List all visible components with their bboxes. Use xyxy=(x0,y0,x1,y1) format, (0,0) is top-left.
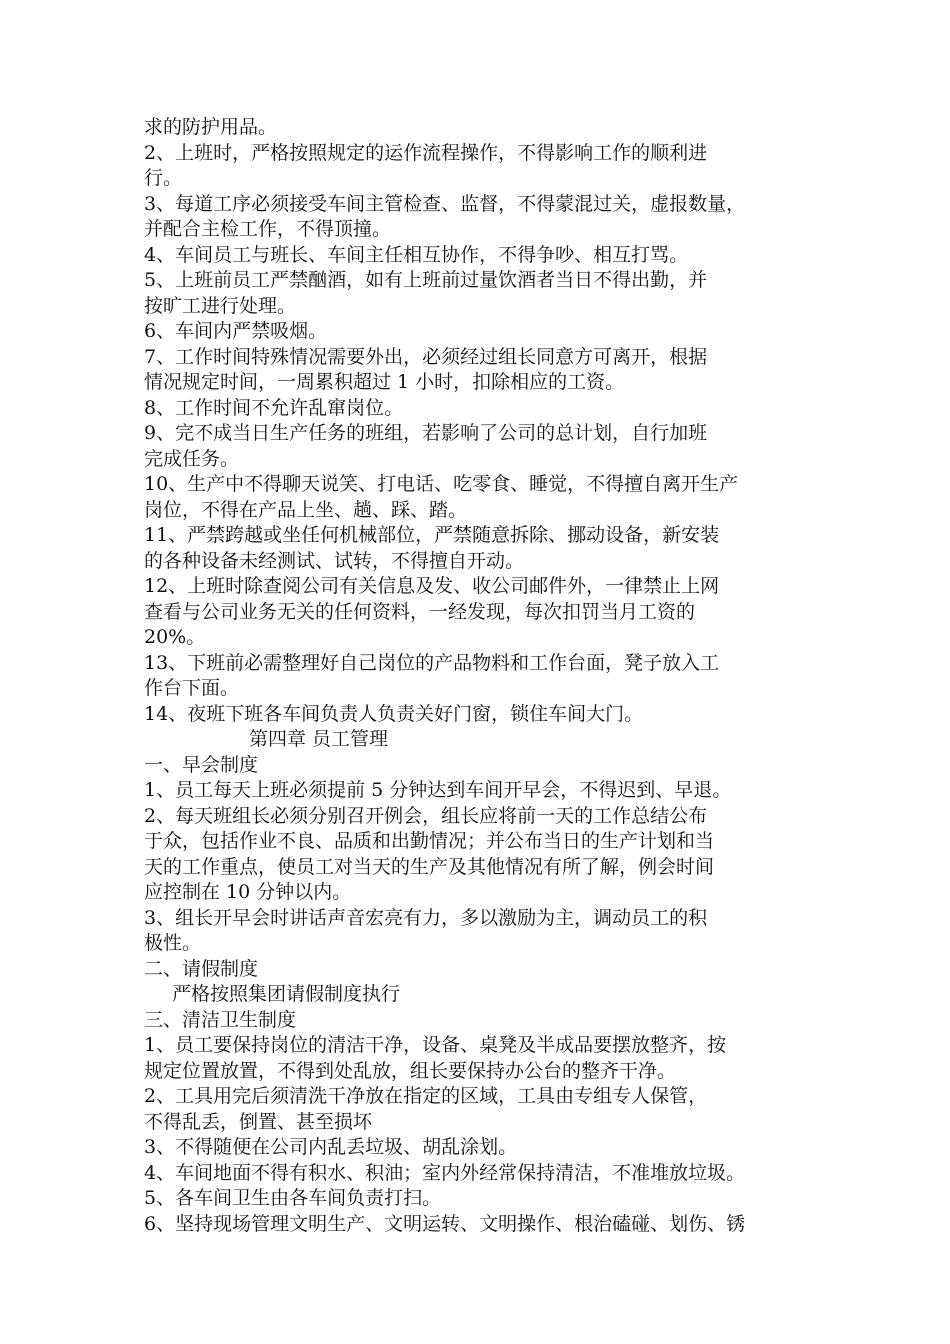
text-line: 2、上班时，严格按照规定的运作流程操作，不得影响工作的顺利进 xyxy=(144,141,708,164)
text-line: 行。 xyxy=(144,167,183,189)
text-line: 的各种设备未经测试、试转，不得擅自开动。 xyxy=(144,549,525,572)
text-line: 8、工作时间不允许乱窜岗位。 xyxy=(144,396,404,419)
text-line: 按旷工进行处理。 xyxy=(144,294,297,317)
chapter-heading: 第四章 员工管理 xyxy=(249,728,389,750)
text-line: 作台下面。 xyxy=(144,677,240,699)
text-line: 极性。 xyxy=(144,932,202,954)
text-line: 11、严禁跨越或坐任何机械部位，严禁随意拆除、挪动设备，新安装 xyxy=(144,524,720,546)
text-line: 7、工作时间特殊情况需要外出，必须经过组长同意方可离开，根据 xyxy=(144,345,708,368)
text-line: 14、夜班下班各车间负责人负责关好门窗，锁住车间大门。 xyxy=(144,702,644,725)
text-line: 求的防护用品。 xyxy=(144,116,278,138)
text-line: 4、车间员工与班长、车间主任相互协作，不得争吵、相互打骂。 xyxy=(144,243,689,266)
text-line: 2、工具用完后须清洗干净放在指定的区域，工具由专组专人保管， xyxy=(144,1085,708,1107)
text-line: 10、生产中不得聊天说笑、打电话、吃零食、睡觉，不得擅自离开生产 xyxy=(144,473,739,495)
text-line: 20%。 xyxy=(144,626,206,648)
text-line: 规定位置放置，不得到处乱放，组长要保持办公台的整齐干净。 xyxy=(144,1059,677,1082)
text-line: 于众，包括作业不良、品质和出勤情况；并公布当日的生产计划和当 xyxy=(144,830,715,852)
text-line: 4、车间地面不得有积水、积油；室内外经常保持清洁，不准堆放垃圾。 xyxy=(144,1161,746,1184)
text-line: 应控制在 10 分钟以内。 xyxy=(144,881,352,903)
text-line: 严格按照集团请假制度执行 xyxy=(172,983,401,1005)
text-line: 5、上班前员工严禁酗酒，如有上班前过量饮酒者当日不得出勤，并 xyxy=(144,269,708,291)
text-line: 1、员工每天上班必须提前 5 分钟达到车间开早会，不得迟到、早退。 xyxy=(144,779,732,801)
section-heading: 三、清洁卫生制度 xyxy=(144,1008,297,1031)
text-line: 3、不得随便在公司内乱丢垃圾、胡乱涂划。 xyxy=(144,1136,518,1158)
text-line: 不得乱丢，倒置、甚至损坏 xyxy=(144,1110,373,1133)
text-line: 9、完不成当日生产任务的班组，若影响了公司的总计划，自行加班 xyxy=(144,422,708,444)
text-line: 查看与公司业务无关的任何资料，一经发现，每次扣罚当月工资的 xyxy=(144,600,696,623)
text-line: 12、上班时除查阅公司有关信息及发、收公司邮件外，一律禁止上网 xyxy=(144,575,720,597)
text-line: 天的工作重点，使员工对当天的生产及其他情况有所了解，例会时间 xyxy=(144,855,715,878)
text-line: 岗位，不得在产品上坐、趟、踩、踏。 xyxy=(144,498,468,521)
text-line: 1、员工要保持岗位的清洁干净，设备、桌凳及半成品要摆放整齐，按 xyxy=(144,1034,727,1056)
section-heading: 一、早会制度 xyxy=(144,753,259,776)
text-line: 情况规定时间，一周累积超过 1 小时，扣除相应的工资。 xyxy=(144,371,625,393)
text-line: 13、下班前必需整理好自己岗位的产品物料和工作台面，凳子放入工 xyxy=(144,651,720,674)
text-line: 6、坚持现场管理文明生产、文明运转、文明操作、根治磕碰、划伤、锈 xyxy=(144,1212,746,1235)
text-line: 2、每天班组长必须分别召开例会，组长应将前一天的工作总结公布 xyxy=(144,804,708,827)
text-line: 完成任务。 xyxy=(144,447,240,470)
text-line: 3、每道工序必须接受车间主管检查、监督，不得蒙混过关，虚报数量， xyxy=(144,192,746,215)
text-line: 5、各车间卫生由各车间负责打扫。 xyxy=(144,1187,442,1209)
document-body xyxy=(144,115,824,1237)
text-line: 6、车间内严禁吸烟。 xyxy=(144,320,328,342)
section-heading: 二、请假制度 xyxy=(144,957,259,980)
text-line: 3、组长开早会时讲话声音宏亮有力，多以激励为主，调动员工的积 xyxy=(144,906,708,929)
text-line: 并配合主检工作，不得顶撞。 xyxy=(144,218,392,240)
